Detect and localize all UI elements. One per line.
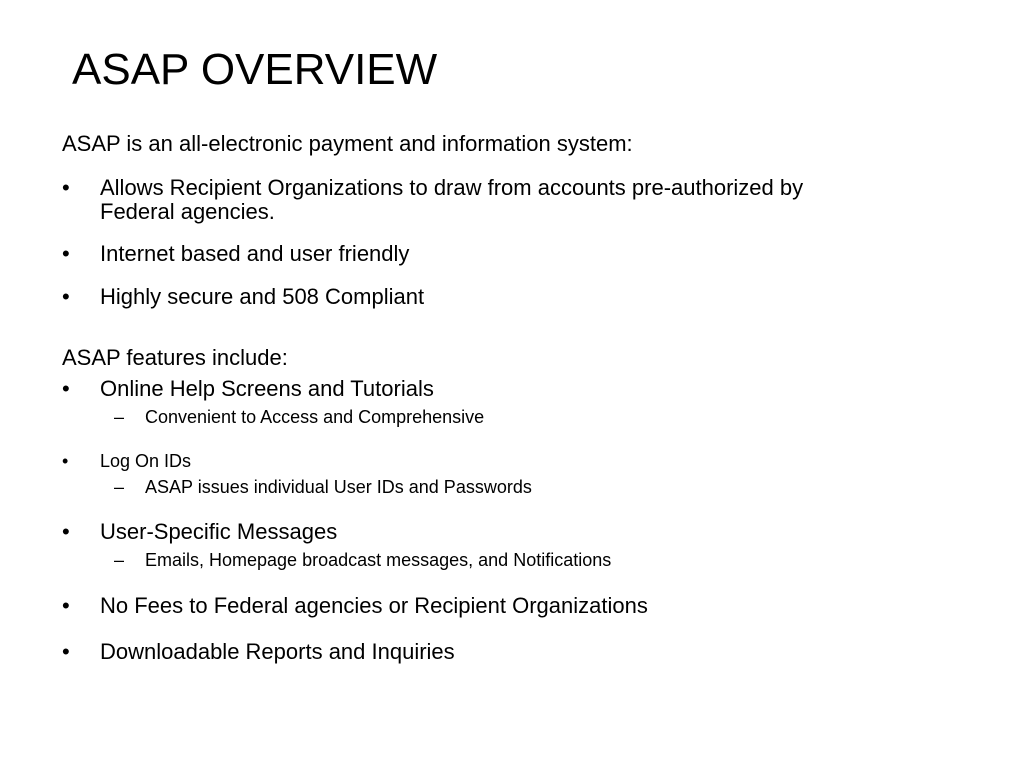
feature-5-label: Downloadable Reports and Inquiries [100,639,455,664]
feature-4-label: No Fees to Federal agencies or Recipient Organizations [100,593,648,618]
feature-3-sub: Emails, Homepage broadcast messages, and Notifications [145,550,612,570]
sub-bullet-marker: – [114,550,125,570]
bullet-marker: • [62,519,70,544]
bullet-marker: • [62,241,70,266]
intro-bullet-1-line-2: Federal agencies. [100,199,275,224]
bullet-marker: • [62,284,70,309]
intro-bullet-2: Internet based and user friendly [100,241,410,266]
bullet-marker: • [62,376,70,401]
intro-bullet-3: Highly secure and 508 Compliant [100,284,425,309]
feature-1-label: Online Help Screens and Tutorials [100,376,434,401]
bullet-marker: • [62,593,70,618]
bullet-marker: • [62,451,69,471]
feature-3-label: User-Specific Messages [100,519,338,544]
sub-bullet-marker: – [114,407,125,427]
features-heading: ASAP features include: [62,345,288,370]
bullet-marker: • [62,639,70,664]
feature-1-sub: Convenient to Access and Comprehensive [145,407,485,427]
slide-title: ASAP OVERVIEW [72,45,438,94]
feature-2-label: Log On IDs [100,451,192,471]
bullet-marker: • [62,175,70,200]
sub-bullet-marker: – [114,477,125,497]
intro-text: ASAP is an all-electronic payment and information system: [62,131,633,156]
intro-bullet-1-line-1: Allows Recipient Organizations to draw from accounts pre-authorized by [100,175,804,200]
feature-2-sub: ASAP issues individual User IDs and Passwords [145,477,532,497]
